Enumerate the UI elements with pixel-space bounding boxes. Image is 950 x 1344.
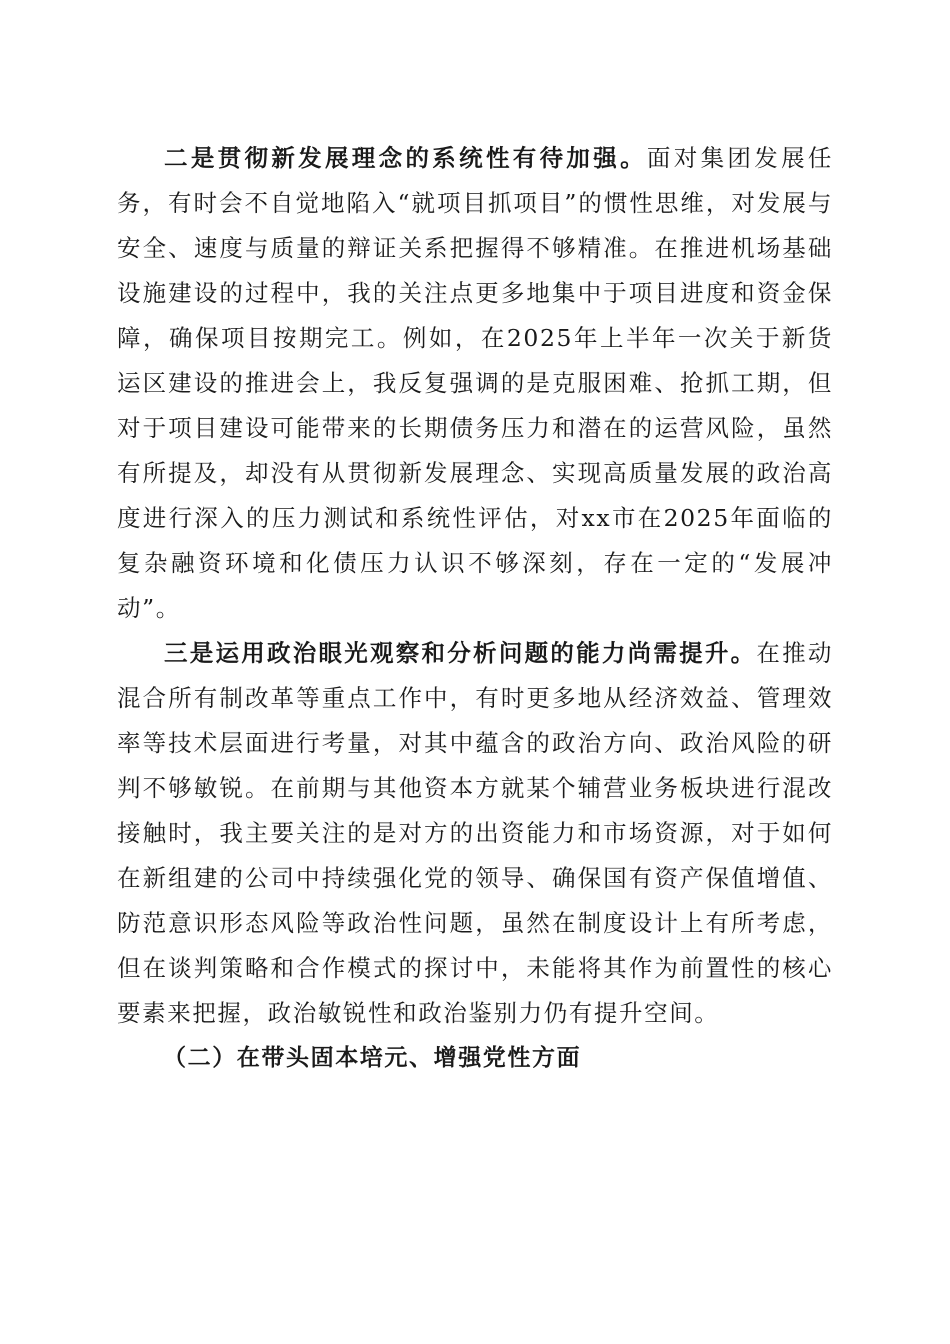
paragraph-2-body: 在推动混合所有制改革等重点工作中，有时更多地从经济效益、管理效率等技术层面进行考量，对其中蕴含的政治方向、政治风险的研判不够敏锐。在前期与其他资本方就某个辅营业务板块进行混改接触时，我主要关注的是对方的出资能力和市场资源，对于如何在新组建的公司中持续强化党的领导、确保国有资产保值增值、防范意识形态风险等政治性问题，虽然在制度设计上有所考虑，但在谈判策略和合作模式的探讨中，未能将其作为前置性的核心要素来把握，政治敏锐性和政治鉴别力仍有提升空间。	[117, 639, 833, 1027]
paragraph-2-lead: 三是运用政治眼光观察和分析问题的能力尚需提升。	[164, 639, 757, 667]
paragraph-2	[117, 631, 833, 1036]
paragraph-1-lead: 二是贯彻新发展理念的系统性有待加强。	[164, 144, 647, 172]
paragraph-1	[117, 136, 833, 631]
paragraph-1-body: 面对集团发展任务，有时会不自觉地陷入“就项目抓项目”的惯性思维，对发展与安全、速度与质量的辩证关系把握得不够精准。在推进机场基础设施建设的过程中，我的关注点更多地集中于项目进度和资金保障，确保项目按期完工。例如，在2025年上半年一次关于新货运区建设的推进会上，我反复强调的是克服困难、抢抓工期，但对于项目建设可能带来的长期债务压力和潜在的运营风险，虽然有所提及，却没有从贯彻新发展理念、实现高质量发展的政治高度进行深入的压力测试和系统性评估，对xx市在2025年面临的复杂融资环境和化债压力认识不够深刻，存在一定的“发展冲动”。	[117, 144, 833, 622]
section-heading: （二）在带头固本培元、增强党性方面	[163, 1045, 582, 1071]
document-body	[117, 136, 833, 1081]
